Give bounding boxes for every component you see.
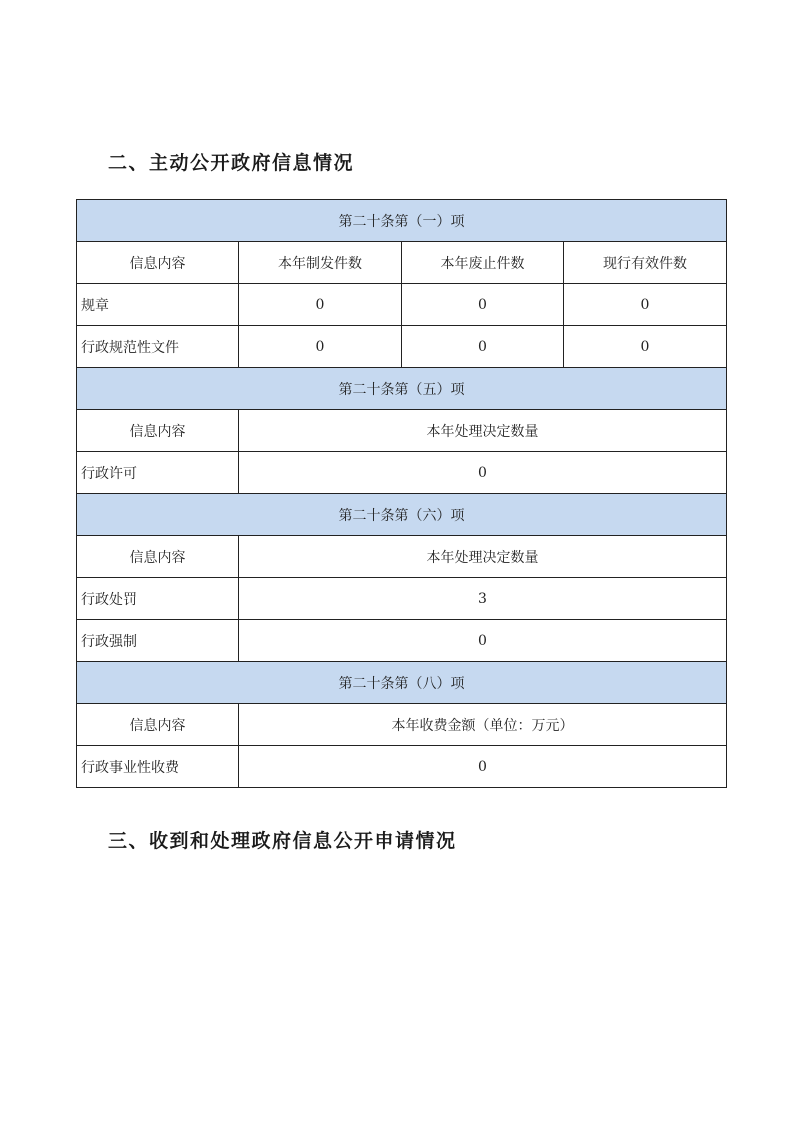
table-header-row	[77, 704, 727, 746]
table-header-row	[77, 242, 727, 284]
cell-value: 0	[402, 326, 564, 368]
table-section-header	[77, 368, 727, 410]
info-disclosure-table	[76, 199, 727, 788]
row-label: 行政强制	[77, 620, 239, 662]
table-section-header	[77, 200, 727, 242]
header-decisions: 本年处理决定数量	[239, 536, 727, 578]
block1-title: 第二十条第（一）项	[77, 200, 727, 242]
header-decisions: 本年处理决定数量	[239, 410, 727, 452]
cell-value: 0	[239, 284, 402, 326]
row-label: 行政规范性文件	[77, 326, 239, 368]
table-header-row	[77, 536, 727, 578]
cell-value: 0	[239, 452, 727, 494]
header-fees: 本年收费金额（单位：万元）	[239, 704, 727, 746]
row-label: 行政许可	[77, 452, 239, 494]
section-3-heading: 三、收到和处理政府信息公开申请情况	[108, 830, 457, 852]
header-content: 信息内容	[77, 704, 239, 746]
cell-value: 3	[239, 578, 727, 620]
cell-value: 0	[239, 746, 727, 788]
header-content: 信息内容	[77, 410, 239, 452]
table-row	[77, 326, 727, 368]
table-row	[77, 452, 727, 494]
row-label: 行政事业性收费	[77, 746, 239, 788]
table-row	[77, 746, 727, 788]
cell-value: 0	[402, 284, 564, 326]
header-issued: 本年制发件数	[239, 242, 402, 284]
cell-value: 0	[564, 284, 727, 326]
cell-value: 0	[564, 326, 727, 368]
block8-title: 第二十条第（八）项	[77, 662, 727, 704]
table-header-row	[77, 410, 727, 452]
row-label: 行政处罚	[77, 578, 239, 620]
header-effective: 现行有效件数	[564, 242, 727, 284]
header-repealed: 本年废止件数	[402, 242, 564, 284]
table-row	[77, 620, 727, 662]
cell-value: 0	[239, 326, 402, 368]
cell-value: 0	[239, 620, 727, 662]
row-label: 规章	[77, 284, 239, 326]
block5-title: 第二十条第（五）项	[77, 368, 727, 410]
section-2-heading: 二、主动公开政府信息情况	[108, 152, 355, 174]
header-content: 信息内容	[77, 242, 239, 284]
header-content: 信息内容	[77, 536, 239, 578]
table-section-header	[77, 494, 727, 536]
block6-title: 第二十条第（六）项	[77, 494, 727, 536]
table-row	[77, 284, 727, 326]
table-row	[77, 578, 727, 620]
table-section-header	[77, 662, 727, 704]
